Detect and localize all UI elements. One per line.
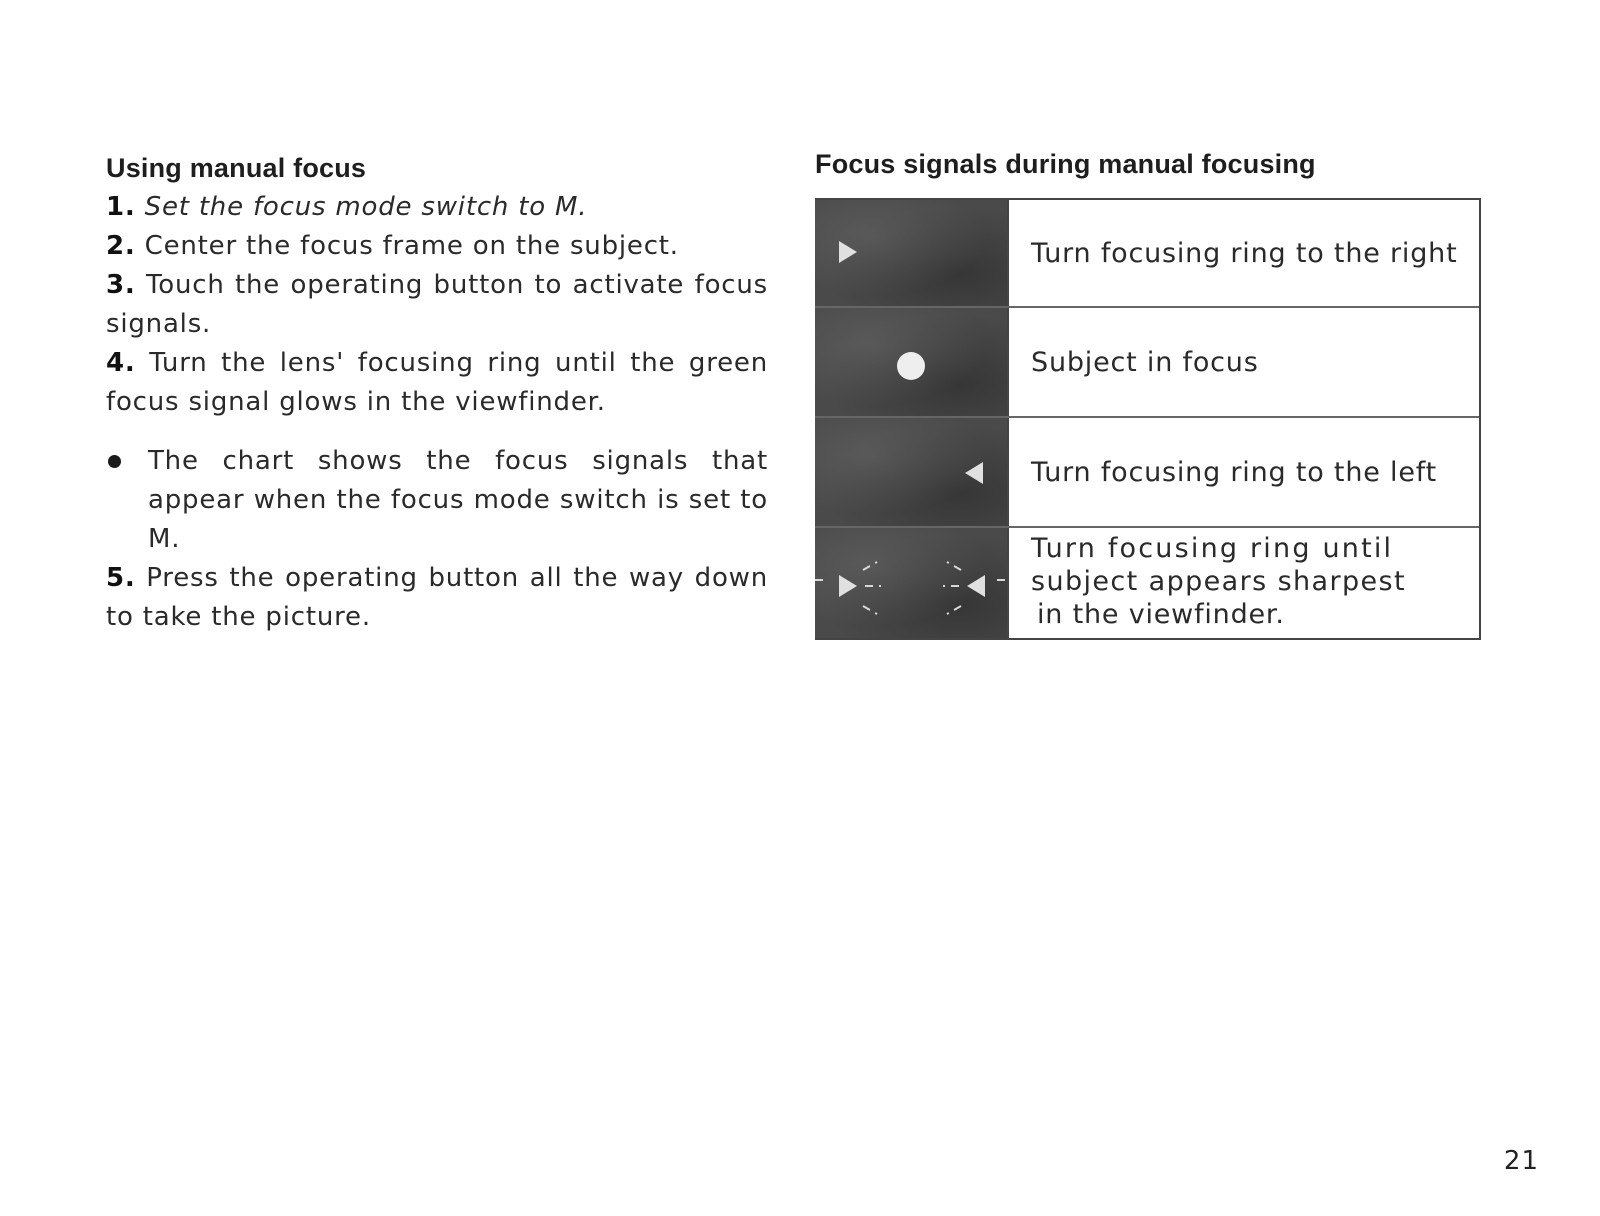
signal-description: Subject in focus [1007,308,1479,416]
bullet-text: The chart shows the focus signals that appear when the focus mode switch is set to M. [148,446,768,554]
signal-row-right [815,200,1479,308]
bullet-note [106,442,768,559]
step-number: 4. [106,348,136,378]
signal-description: Turn focusing ring to the right [1007,200,1479,306]
signal-row-left [815,418,1479,528]
signal-description: Turn focusing ring to the left [1007,418,1479,526]
signal-image-cell [815,528,1007,638]
step-2 [106,227,768,266]
signals-chart [815,146,1485,640]
step-4 [106,344,768,422]
step-text: Press the operating button all the way down to take the picture. [106,563,768,632]
triangle-left-icon [965,462,983,484]
signal-row-focus [815,308,1479,418]
signal-image-cell [815,308,1007,416]
step-text: Set the focus mode switch to M. [144,192,588,222]
description-line: Turn focusing ring until [1031,533,1394,564]
signal-image-cell [815,200,1007,306]
step-5 [106,559,768,637]
bullet-icon [108,455,121,468]
section-heading: Using manual focus [106,153,367,183]
step-text: Center the focus frame on the subject. [144,231,679,261]
triangle-right-icon [839,575,857,597]
description-line: subject appears sharpest [1031,566,1407,597]
focus-dot-icon [897,352,925,380]
signals-table [815,198,1481,640]
triangle-right-icon [839,241,857,263]
step-number: 3. [106,270,136,300]
step-text: Touch the operating button to activate focus signals. [106,270,768,339]
signal-image-cell [815,418,1007,526]
instructions-column [106,150,768,637]
step-3 [106,266,768,344]
step-1 [106,188,768,227]
step-number: 5. [106,563,136,593]
step-number: 1. [106,192,136,222]
step-text: Turn the lens' focusing ring until the green focus signal glows in the viewfinder. [106,348,768,417]
page-number: 21 [1503,1146,1539,1176]
chart-title: Focus signals during manual focusing [815,149,1316,179]
signal-description [1007,528,1479,638]
description-line: in the viewfinder. [1037,599,1285,630]
step-number: 2. [106,231,136,261]
triangle-left-icon [967,575,985,597]
signal-row-blinking [815,528,1479,638]
